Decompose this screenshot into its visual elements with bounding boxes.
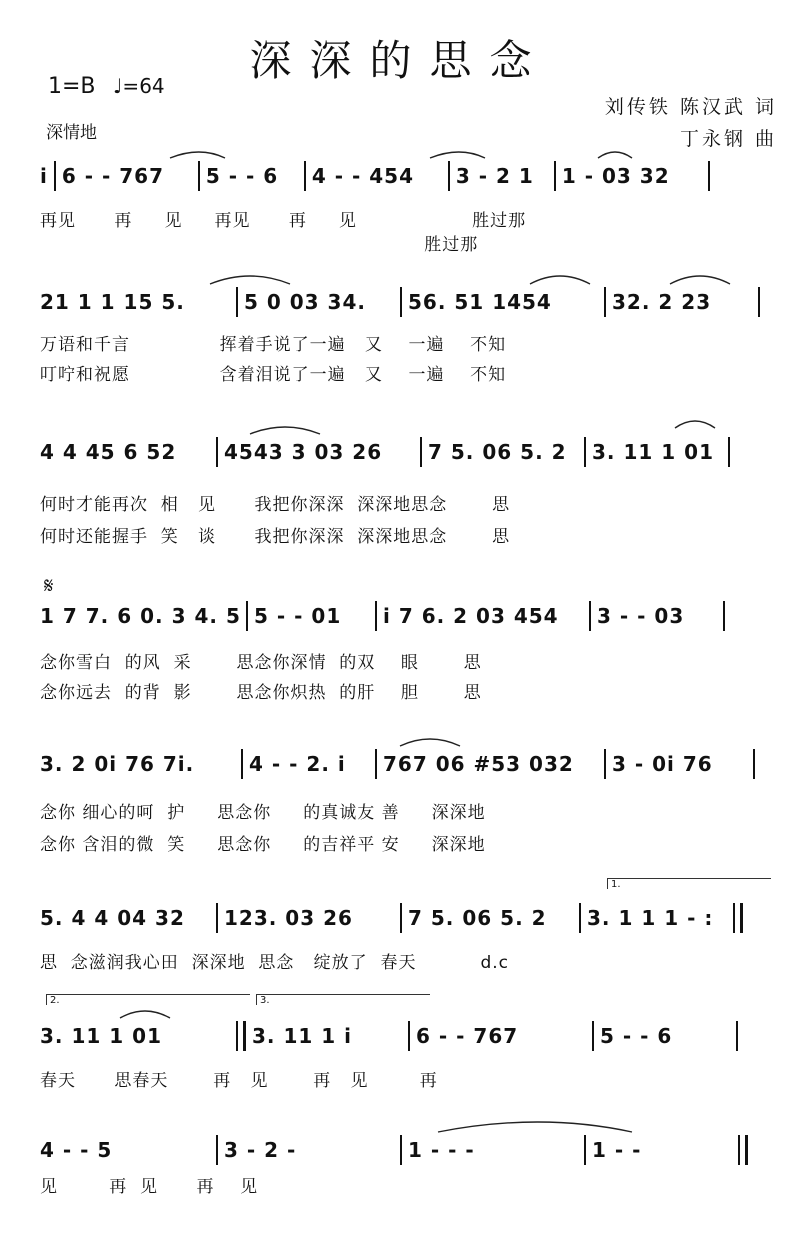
lyrics-verse-1: 万语和千言 挥着手说了一遍 又 一遍 不知 [40, 335, 507, 355]
key-signature: 1=B [48, 74, 96, 99]
song-title: 深深的思念 [249, 36, 550, 85]
lyrics-verse-1: 春天 思春天 再 见 再 见 再 [40, 1071, 438, 1091]
volta-ending-1: 1. [607, 878, 771, 889]
measure: 4 4 45 6 52 [40, 440, 177, 464]
measure: 3 - 2 - [224, 1138, 297, 1162]
measure: 3. 2 0i 76 7i. [40, 752, 195, 776]
lyrics-verse-1: 思 念滋润我心田 深深地 思念 绽放了 春天 d.c [40, 953, 510, 973]
tempo-marking: ♩=64 [113, 74, 165, 98]
measure: 5 0 03 34. [244, 290, 366, 314]
measure: 5. 4 4 04 32 [40, 906, 185, 930]
measure: 32. 2 23 [612, 290, 712, 314]
measure: 3. 1 1 1 - : [587, 906, 714, 930]
measure: 5 - - 6 [600, 1024, 673, 1048]
measure: 7 5. 06 5. 2 [408, 906, 547, 930]
lyrics-verse-1: 念你雪白 的风 采 思念你深情 的双 眼 思 [40, 653, 482, 673]
measure: 1 - - - [408, 1138, 475, 1162]
lyrics-verse-2: 何时还能握手 笑 谈 我把你深深 深深地思念 思 [40, 527, 511, 547]
measure: 7 5. 06 5. 2 [428, 440, 567, 464]
measure: 56. 51 1454 [408, 290, 552, 314]
volta-ending-3: 3. [256, 994, 430, 1005]
measure: 1 - 03 32 [561, 164, 670, 188]
lyrics-verse-2: 念你远去 的背 影 思念你炽热 的肝 胆 思 [40, 683, 482, 703]
lyrics-verse-1: 念你 细心的呵 护 思念你 的真诚友 善 深深地 [40, 803, 486, 823]
segno-sign: 𝄋 [44, 574, 54, 599]
volta-ending-2: 2. [46, 994, 250, 1005]
measure: 4 - - 454 [311, 164, 415, 188]
measure: 6 - - 767 [61, 164, 165, 188]
lyricist-credit: 刘传铁 陈汉武 词 [604, 96, 777, 118]
lyrics-verse-2: 叮咛和祝愿 含着泪说了一遍 又 一遍 不知 [40, 365, 507, 385]
measure: 767 06 #53 032 [383, 752, 574, 776]
measure: 123. 03 26 [224, 906, 353, 930]
lyrics-verse-1: 再见 再 见 再见 再 见 胜过那 [40, 211, 527, 231]
measure: 3 - 0i 76 [612, 752, 713, 776]
measure: 4 - - 5 [40, 1138, 113, 1162]
lyrics-verse-2: 胜过那 [40, 235, 479, 255]
measure: 1 - - [592, 1138, 642, 1162]
measure: 3 - - 03 [597, 604, 685, 628]
measure: 3 - 2 1 [455, 164, 534, 188]
measure: 3. 11 1 01 [592, 440, 714, 464]
measure: 1 7 7. 6 0. 3 4. 5 [40, 604, 241, 628]
lyrics-verse-2: 念你 含泪的微 笑 思念你 的吉祥平 安 深深地 [40, 835, 486, 855]
measure: 4 - - 2. i [249, 752, 346, 776]
lyrics-verse-1: 何时才能再次 相 见 我把你深深 深深地思念 思 [40, 495, 511, 515]
measure: 21 1 1 15 5. [40, 290, 185, 314]
measure: i 7 6. 2 03 454 [383, 604, 559, 628]
measure: 3. 11 1 i [252, 1024, 353, 1048]
expression-marking: 深情地 [46, 123, 97, 143]
lyrics-verse-1: 见 再 见 再 见 [40, 1177, 259, 1197]
measure: 6 - - 767 [416, 1024, 519, 1048]
measure: 3. 11 1 01 [40, 1024, 162, 1048]
measure: 5 - - 01 [254, 604, 342, 628]
composer-credit: 丁永钢 曲 [679, 128, 777, 150]
measure: 5 - - 6 [205, 164, 279, 188]
measure: i [40, 164, 48, 188]
measure: 4543 3 03 26 [224, 440, 383, 464]
